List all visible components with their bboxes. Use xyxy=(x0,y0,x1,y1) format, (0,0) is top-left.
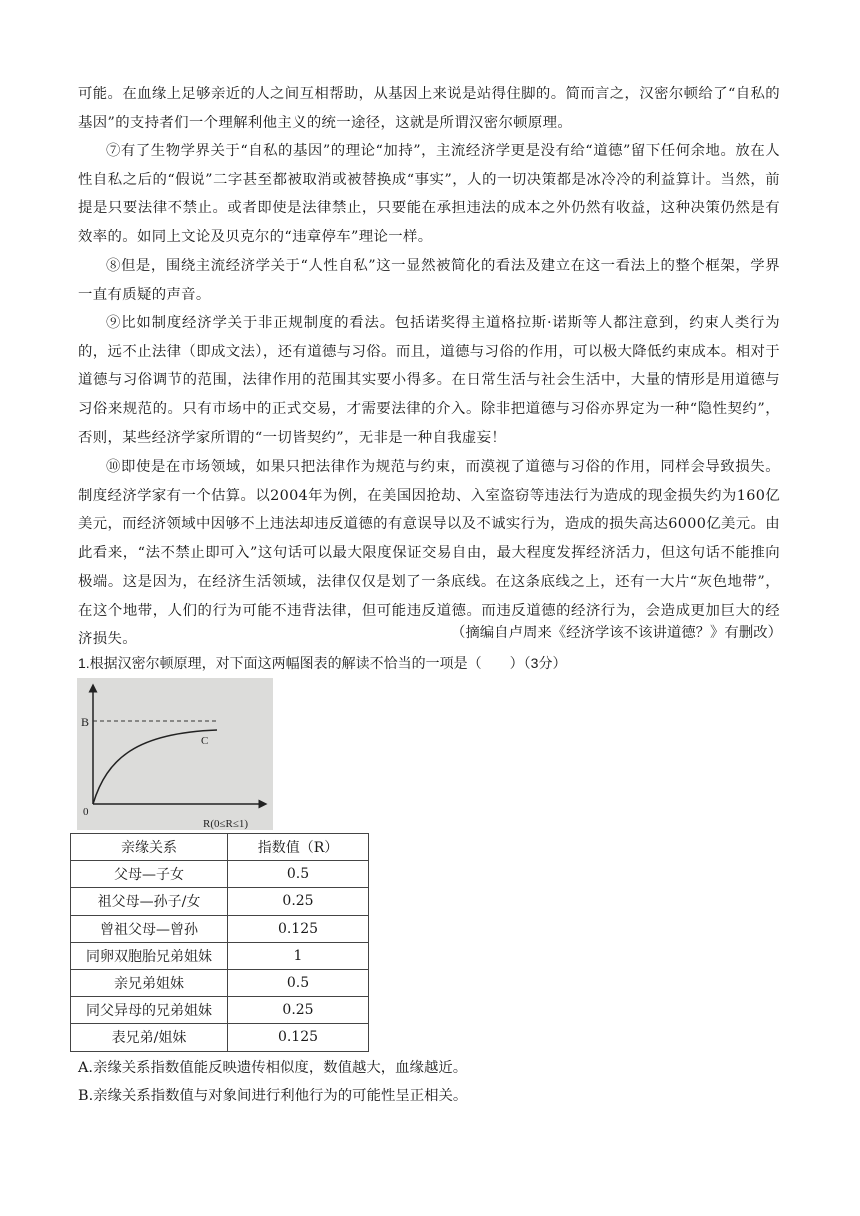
paragraph-10: ⑩即使是在市场领域，如果只把法律作为规范与约束，而漠视了道德与习俗的作用，同样会导致损失。制度经济学家有一个估算。以2004年为例，在美国因抢劫、入室盗窃等违法行为造成的现金损失约为160亿美元，而经济领域中因够不上违法却违反道德的有意误导以及不诚实行为，造成的损失高达6000亿美元。由此看来，“法不禁止即可入”这句话可以最大限度保证交易自由，最大程度发挥经济活力，但这句话不能推向极端。这是因为，在经济生活领域，法律仅仅是划了一条底线。在这条底线之上，还有一大片“灰色地带”，在这个地带，人们的行为可能不违背法律，但可能违反道德。而违反道德的经济行为，会造成更加巨大的经济损失。 xyxy=(78,459,780,648)
table-cell-relationship: 祖父母—孙子/女 xyxy=(71,888,228,915)
paragraph-7: ⑦有了生物学界关于“自私的基因”的理论“加持”，主流经济学更是没有给“道德”留下任何余地。放在人性自私之后的“假说”二字甚至都被取消或被替换成“事实”，人的一切决策都是冰冷冷的利益算计。当然，前提是只要法律不禁止。或者即使是法律禁止，只要能在承担违法的成本之外仍然有收益，这种决策仍然是有效率的。如同上文论及贝克尔的“违章停车”理论一样。 xyxy=(78,143,780,246)
kinship-index-table xyxy=(70,833,369,1052)
table-header-index: 指数值（R） xyxy=(228,834,369,861)
paragraph-9: ⑨比如制度经济学关于非正规制度的看法。包括诺奖得主道格拉斯·诺斯等人都注意到，约束人类行为的，远不止法律（即成文法），还有道德与习俗。而且，道德与习俗的作用，可以极大降低约束成本。相对于道德与习俗调节的范围，法律作用的范围其实要小得多。在日常生活与社会生活中，大量的情形是用道德与习俗来规范的。只有市场中的正式交易，才需要法律的介入。除非把道德与习俗亦界定为一种“隐性契约”，否则，某些经济学家所谓的“一切皆契约”，无非是一种自我虚妄！ xyxy=(78,315,780,446)
table-cell-index: 0.25 xyxy=(228,888,369,915)
paragraph-8: ⑧但是，围绕主流经济学关于“人性自私”这一显然被简化的看法及建立在这一看法上的整个框架，学界一直有质疑的声音。 xyxy=(78,258,780,303)
table-cell-relationship: 同卵双胞胎兄弟姐妹 xyxy=(71,942,228,969)
table-cell-index: 1 xyxy=(228,942,369,969)
paragraph-continued: 可能。在血缘上足够亲近的人之间互相帮助，从基因上来说是站得住脚的。简而言之，汉密尔顿给了“自私的基因”的支持者们一个理解利他主义的统一途径，这就是所谓汉密尔顿原理。 xyxy=(78,86,780,131)
table-row xyxy=(71,888,369,915)
table-cell-index: 0.25 xyxy=(228,997,369,1024)
table-row xyxy=(71,942,369,969)
x-axis-label: R(0≤R≤1) xyxy=(203,818,249,830)
table-cell-index: 0.5 xyxy=(228,861,369,888)
source-citation: （摘编自卢周来《经济学该不该讲道德？》有删改） xyxy=(451,625,782,641)
table-cell-index: 0.125 xyxy=(228,1024,369,1051)
table-row xyxy=(71,969,369,996)
table-header-row xyxy=(71,834,369,861)
table-cell-index: 0.125 xyxy=(228,915,369,942)
table-row xyxy=(71,997,369,1024)
option-b: B.亲缘关系指数值与对象间进行利他行为的可能性呈正相关。 xyxy=(78,1088,468,1104)
table-header-relationship: 亲缘关系 xyxy=(71,834,228,861)
table-cell-relationship: 表兄弟/姐妹 xyxy=(71,1024,228,1051)
table-cell-relationship: 同父异母的兄弟姐妹 xyxy=(71,997,228,1024)
table-cell-index: 0.5 xyxy=(228,969,369,996)
question-1-stem: 1.根据汉密尔顿原理，对下面这两幅图表的解读不恰当的一项是（ ）（3分） xyxy=(78,655,567,671)
table-cell-relationship: 父母—子女 xyxy=(71,861,228,888)
table-cell-relationship: 亲兄弟姐妹 xyxy=(71,969,228,996)
table-row xyxy=(71,1024,369,1051)
table-cell-relationship: 曾祖父母—曾孙 xyxy=(71,915,228,942)
option-a: A.亲缘关系指数值能反映遗传相似度，数值越大，血缘越近。 xyxy=(78,1060,468,1076)
curve-c xyxy=(93,730,217,804)
kinship-curve-graph xyxy=(77,678,273,830)
label-c: C xyxy=(201,735,209,747)
table-row xyxy=(71,915,369,942)
table-row xyxy=(71,861,369,888)
label-b: B xyxy=(81,715,90,729)
label-origin: 0 xyxy=(83,806,89,818)
